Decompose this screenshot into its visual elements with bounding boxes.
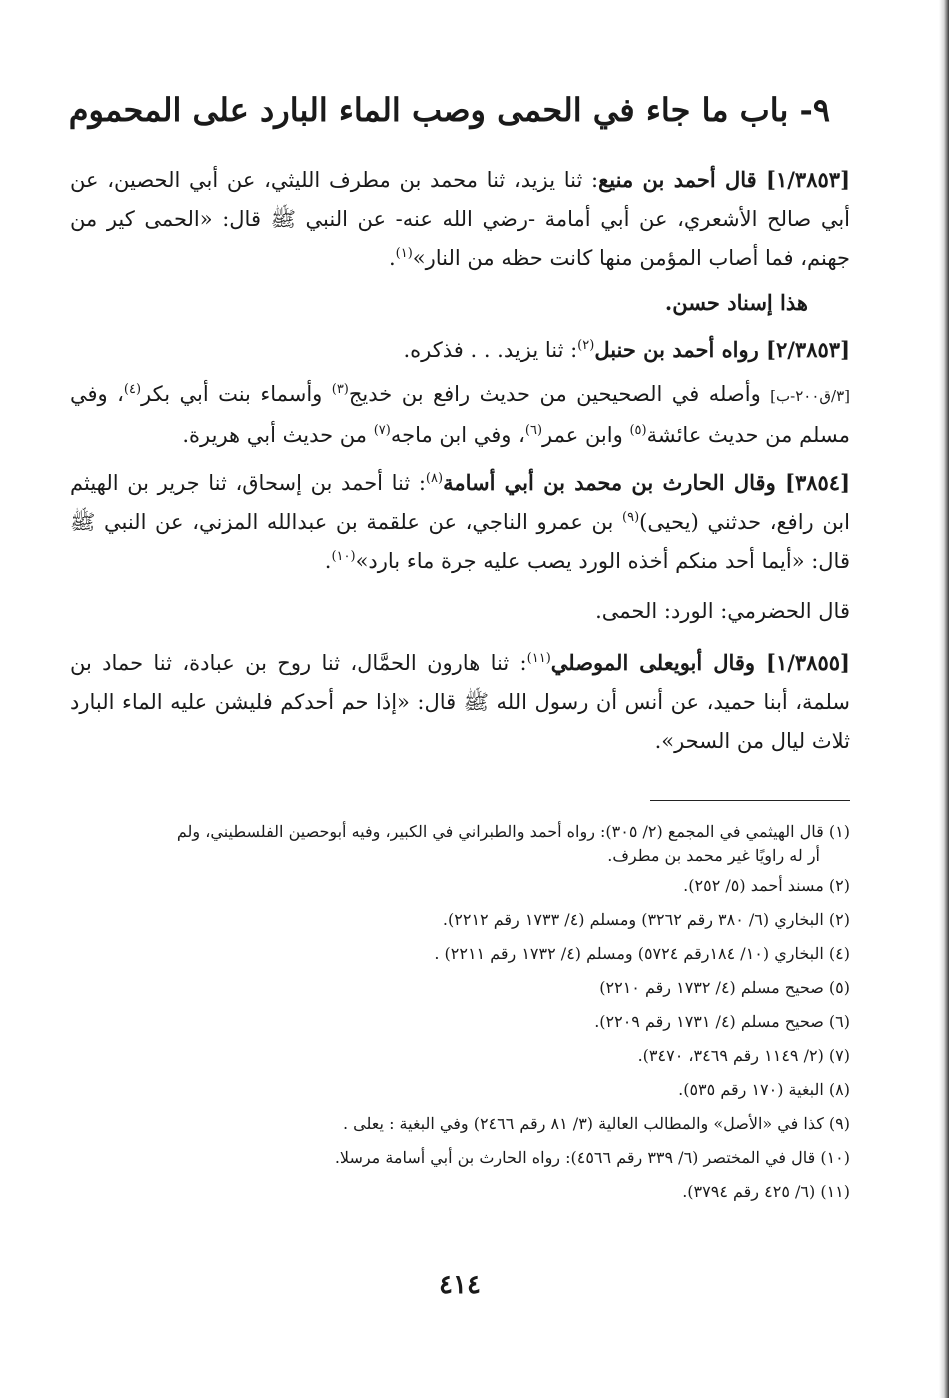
chapter-title: ٩- باب ما جاء في الحمى وصب الماء البارد على المحموم <box>68 91 830 129</box>
footnote-item: (٢) البخاري (٦/ ٣٨٠ رقم ٣٢٦٢) ومسلم (٤/ ١٧٣٣ رقم ٢٢١٢). <box>442 910 850 929</box>
hadith-2-text: : ثنا يزيد. . . فذكره. <box>403 338 578 362</box>
footnote-ref-2: (٢) <box>577 338 595 353</box>
footnote-item <box>70 815 850 869</box>
hadith-4-tag: [١/٣٨٥٥] وقال أبويعلى الموصلي <box>550 650 850 675</box>
footnote-ref-10: (١٠) <box>331 549 356 564</box>
hadith-3-part-1: : ثنا أحمد بن إسحاق، ثنا جرير بن الهيثم ابن رافع، حدثني (يحيى) <box>70 471 850 534</box>
hadith-3-end: . <box>324 549 332 573</box>
book-page <box>70 0 850 1398</box>
isnad-note <box>70 283 850 323</box>
page-edge-shadow <box>939 0 949 1398</box>
footnote-text: (١) قال الهيثمي في المجمع (٢/ ٣٠٥): رواه أحمد والطبراني في الكبير، وفيه أبوحصين الفلسطيني، ولم <box>176 822 850 841</box>
asl-note-paragraph <box>70 375 850 455</box>
footnotes-list <box>70 815 850 1209</box>
footnote-ref-8: (٨) <box>425 471 444 486</box>
footnote-ref-1: (١) <box>395 246 413 261</box>
asl-part-6: من حديث أبي هريرة. <box>182 423 374 447</box>
footnote-item: (٦) صحيح مسلم (٤/ ١٧٣١ رقم ٢٢٠٩). <box>594 1012 850 1031</box>
footnote-item: (٤) البخاري (١٠/ ١٨٤رقم ٥٧٢٤) ومسلم (٤/ ١٧٣٢ رقم ٢٢١١) . <box>434 944 850 963</box>
manuscript-ref: [٣/ق٢٠٠-ب] <box>770 387 851 405</box>
asl-part-5: ، وفي ابن ماجه <box>390 423 525 447</box>
hadrami-note-text: قال الحضرمي: الورد: الحمى. <box>595 599 850 623</box>
hadith-1-text: : ثنا يزيد، ثنا محمد بن مطرف الليثي، عن أبي الحصين، عن أبي صالح الأشعري، عن أبي أمامة -رضي الله عنه- عن النبي ﷺ قال: «الحمى كير من جهنم، فما أصاب المؤمن منها كانت حظه من النار» <box>70 168 850 270</box>
footnote-item: (١١) (٦/ ٤٢٥ رقم ٣٧٩٤). <box>682 1182 850 1201</box>
hadith-1-tag: [١/٣٨٥٣] قال أحمد بن منيع <box>598 167 850 192</box>
footnote-ref-6: (٦) <box>524 423 543 438</box>
footnote-ref-3: (٣) <box>331 382 349 397</box>
asl-part-1: وأصله في الصحيحين من حديث رافع بن خديج <box>348 382 771 406</box>
hadith-paragraph-2 <box>70 330 850 370</box>
hadrami-note <box>70 592 850 631</box>
hadith-3-tag: [٣٨٥٤] وقال الحارث بن محمد بن أبي أسامة <box>443 470 850 495</box>
footnote-item: (٧) (٢/ ١١٤٩ رقم ٣٤٦٩، ٣٤٧٠). <box>637 1046 850 1065</box>
footnote-ref-9: (٩) <box>622 510 640 525</box>
footnote-item: (٢) مسند أحمد (٥/ ٢٥٢). <box>683 876 850 895</box>
asl-part-2: وأسماء بنت أبي بكر <box>141 382 332 406</box>
hadith-2-tag: [٢/٣٨٥٣] رواه أحمد بن حنبل <box>594 337 850 362</box>
footnote-ref-7: (٧) <box>373 423 391 438</box>
hadith-1-end: . <box>388 246 396 270</box>
footnote-separator <box>650 800 850 801</box>
hadith-4-text: : ثنا هارون الحمَّال، ثنا روح بن عبادة، ثنا حماد بن سلمة، أبنا حميد، عن أنس أن رسول الله ﷺ قال: «إذا حم أحدكم فليشن عليه الماء البارد ثلاث ليال من السحر». <box>70 651 850 753</box>
footnote-continuation: أر له راويًا غير محمد بن مطرف. <box>607 846 820 865</box>
isnad-note-text: هذا إسناد حسن. <box>664 290 808 315</box>
footnote-item: (٨) البغية (١٧٠ رقم ٥٣٥). <box>678 1080 850 1099</box>
asl-part-3: ، وفي مسلم من حديث عائشة <box>70 382 850 447</box>
hadith-paragraph-3 <box>70 463 850 581</box>
footnote-ref-5: (٥) <box>629 423 647 438</box>
hadith-3-part-2: بن عمرو الناجي، عن علقمة بن عبدالله المزني، عن النبي ﷺ قال: «أيما أحد منكم أخذه الورد يصب عليه جرة ماء بارد» <box>70 510 850 573</box>
footnote-item: (٥) صحيح مسلم (٤/ ١٧٣٢ رقم ٢٢١٠) <box>599 978 850 997</box>
asl-part-4: وابن عمر <box>542 423 630 447</box>
footnote-item: (٩) كذا في «الأصل» والمطالب العالية (٣/ ٨١ رقم ٢٤٦٦) وفي البغية : يعلى . <box>343 1114 850 1133</box>
footnote-item: (١٠) قال في المختصر (٦/ ٣٣٩ رقم ٤٥٦٦): رواه الحارث بن أبي أسامة مرسلا. <box>334 1148 850 1167</box>
page-number: ٤١٤ <box>439 1270 481 1300</box>
footnote-ref-4: (٤) <box>123 382 142 397</box>
footnote-ref-11: (١١) <box>526 651 551 666</box>
hadith-paragraph-4 <box>70 643 850 761</box>
hadith-paragraph-1 <box>70 160 850 278</box>
